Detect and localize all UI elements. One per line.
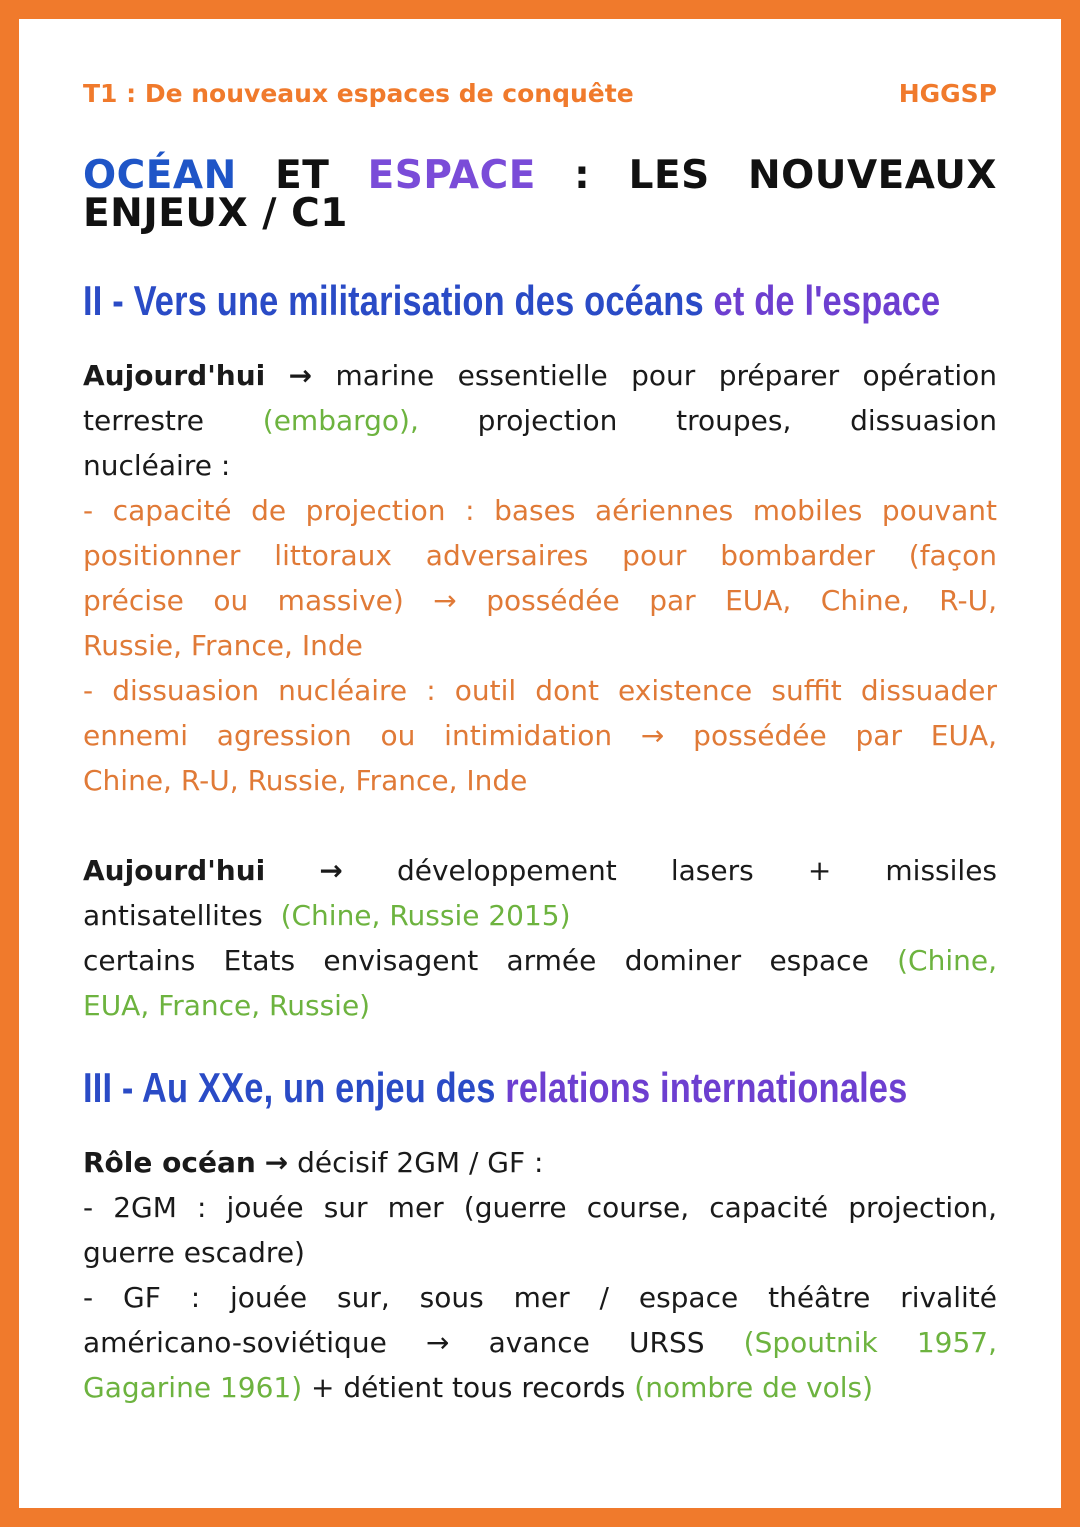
- text-fragment: précise ou massive): [83, 584, 404, 617]
- content: [83, 77, 997, 1410]
- label-role-ocean: Rôle océan: [83, 1146, 256, 1179]
- title-rest: : LES NOUVEAUX: [535, 153, 998, 198]
- section-2-title: [83, 275, 941, 327]
- text-line: - dissuasion nucléaire : outil dont existence suffit dissuader: [83, 674, 997, 707]
- text-line: positionner littoraux adversaires pour bombarder (façon: [83, 539, 997, 572]
- section-3-title-b: relations internationales: [495, 1064, 908, 1111]
- section-3-title: [83, 1062, 908, 1114]
- label-aujourdhui: Aujourd'hui: [83, 359, 266, 392]
- text-line: - GF : jouée sur, sous mer / espace théâtre rivalité: [83, 1281, 997, 1314]
- section-2-title-b: et de l'espace: [703, 277, 941, 324]
- text-fragment: terrestre: [83, 404, 205, 437]
- text-fragment: marine essentielle pour préparer opération: [335, 359, 997, 392]
- text-line: [83, 1140, 997, 1185]
- section-2-title-a: II - Vers une militarisation des océans: [83, 277, 704, 324]
- text-fragment: certains Etats envisagent armée dominer espace: [83, 944, 869, 977]
- text-line: [83, 353, 997, 398]
- text-line: Russie, France, Inde: [83, 629, 363, 662]
- section-2-block-2: [83, 848, 997, 1028]
- text-line: - 2GM : jouée sur mer (guerre course, capacité projection,: [83, 1191, 997, 1224]
- text-line: [83, 1365, 997, 1410]
- text-fragment: développement: [396, 854, 617, 887]
- text-fragment: possédée par EUA,: [693, 719, 997, 752]
- section-3-title-a: III - Au XXe, un enjeu des: [83, 1064, 496, 1111]
- example-note: (nombre de vols): [634, 1371, 874, 1404]
- topic-label: T1 : De nouveaux espaces de conquête: [83, 79, 634, 108]
- text-fragment: +: [807, 854, 832, 887]
- text-fragment: missiles: [885, 854, 998, 887]
- text-fragment: projection: [477, 404, 618, 437]
- arrow-icon: →: [640, 719, 665, 752]
- arrow-icon: →: [288, 359, 313, 392]
- text-line: [83, 938, 997, 983]
- title-line-2: ENJEUX / C1: [83, 191, 348, 236]
- text-line: - capacité de projection : bases aériennes mobiles pouvant: [83, 494, 997, 527]
- text-line: [83, 893, 997, 938]
- text-line: guerre escadre): [83, 1236, 305, 1269]
- section-2-block-1: [83, 353, 997, 803]
- example-note: (embargo),: [262, 404, 419, 437]
- example-note: (Spoutnik 1957,: [743, 1326, 998, 1359]
- text-line: [83, 848, 997, 893]
- example-note: (Chine,: [897, 944, 997, 977]
- text-fragment: décisif 2GM / GF :: [297, 1146, 544, 1179]
- text-line: nucléaire :: [83, 449, 231, 482]
- label-aujourdhui: Aujourd'hui: [83, 854, 266, 887]
- text-line: [83, 398, 997, 443]
- text-fragment: troupes,: [676, 404, 792, 437]
- arrow-icon: →: [433, 584, 457, 617]
- text-fragment: antisatellites: [83, 899, 263, 932]
- text-line: Chine, R-U, Russie, France, Inde: [83, 764, 528, 797]
- title-et: ET: [236, 153, 368, 198]
- text-line: [83, 578, 997, 623]
- text-fragment: avance URSS: [488, 1326, 705, 1359]
- page-title: [83, 153, 998, 236]
- title-espace: ESPACE: [367, 153, 536, 198]
- text-fragment: lasers: [670, 854, 754, 887]
- text-line: EUA, France, Russie): [83, 989, 371, 1022]
- text-fragment: dissuasion: [850, 404, 998, 437]
- arrow-icon: →: [425, 1326, 450, 1359]
- text-fragment: américano-soviétique: [83, 1326, 387, 1359]
- arrow-icon: →: [319, 854, 343, 887]
- arrow-icon: →: [264, 1146, 289, 1179]
- section-3-block-1: [83, 1140, 997, 1410]
- header: [83, 77, 997, 113]
- title-line-1: [83, 153, 998, 198]
- text-fragment: + détient tous records: [302, 1371, 635, 1404]
- title-ocean: OCÉAN: [83, 153, 237, 198]
- text-line: [83, 1320, 997, 1365]
- text-line: [83, 713, 997, 758]
- example-note: (Chine, Russie 2015): [280, 899, 571, 932]
- example-note: Gagarine 1961): [83, 1371, 303, 1404]
- subject-label: HGGSP: [898, 79, 997, 108]
- text-fragment: ennemi agression ou intimidation: [83, 719, 613, 752]
- text-fragment: possédée par EUA, Chine, R-U,: [486, 584, 998, 617]
